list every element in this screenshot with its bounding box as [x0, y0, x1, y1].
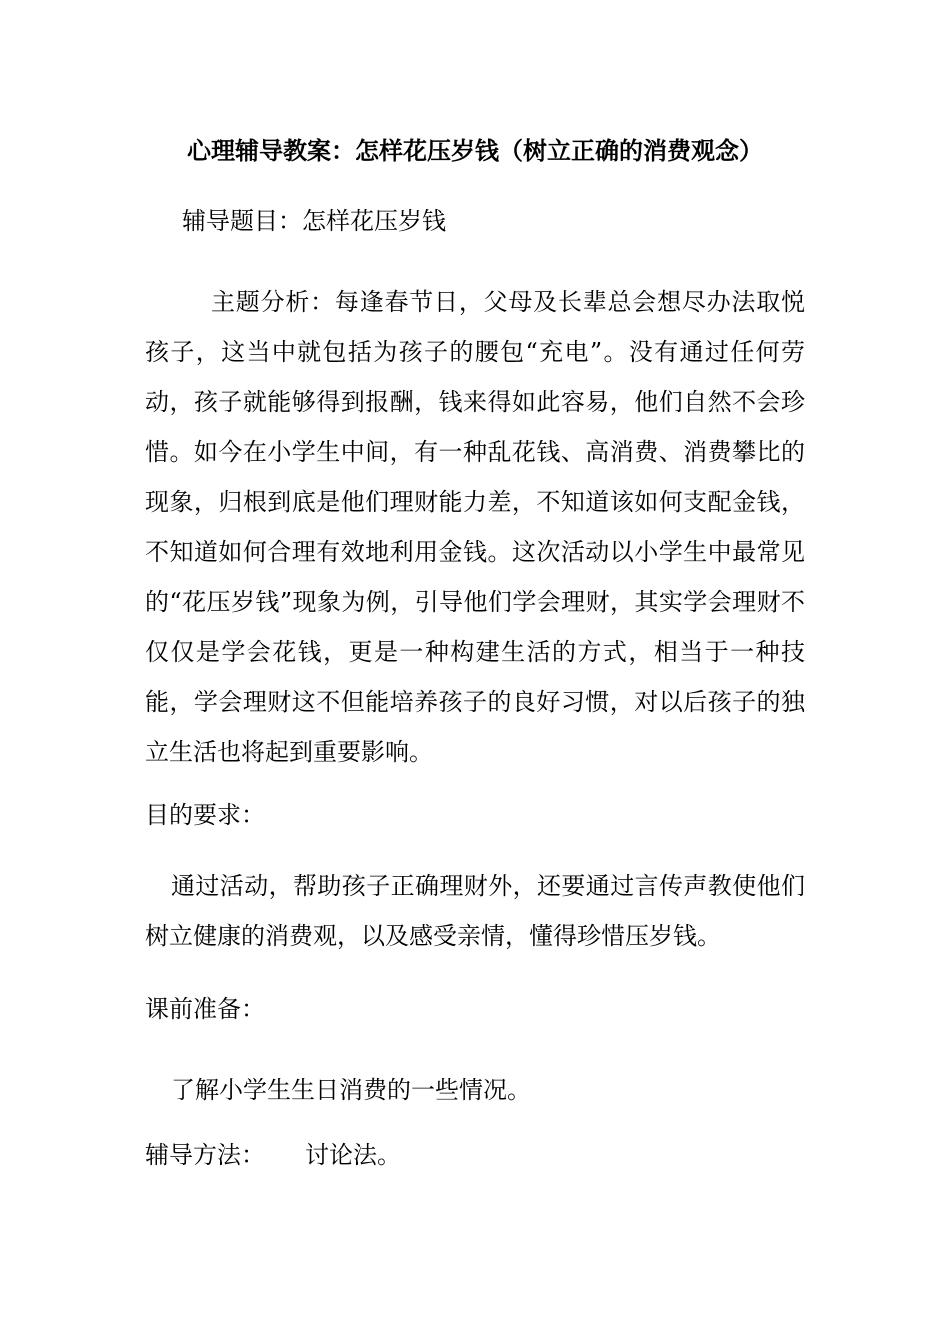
analysis-paragraph: 主题分析：每逢春节日，父母及长辈总会想尽办法取悦孩子，这当中就包括为孩子的腰包“充电”。没有通过任何劳动，孩子就能够得到报酬，钱来得如此容易，他们自然不会珍惜。如今在小学生中间，有一种乱花钱、高消费、消费攀比的现象，归根到底是他们理财能力差，不知道该如何支配金钱，不知道如何合理有效地利用金钱。这次活动以小学生中最常见的“花压岁钱”现象为例，引导他们学会理财，其实学会理财不仅仅是学会花钱，更是一种构建生活的方式，相当于一种技能，学会理财这不但能培养孩子的良好习惯，对以后孩子的独立生活也将起到重要影响。	[145, 288, 805, 766]
purpose-paragraph: 通过活动，帮助孩子正确理财外，还要通过言传声教使他们树立健康的消费观，以及感受亲情，懂得珍惜压岁钱。	[145, 872, 805, 950]
method-label: 辅导方法：	[145, 1141, 265, 1169]
method-value: 讨论法。	[305, 1141, 401, 1169]
prep-heading: 课前准备：	[145, 995, 265, 1023]
prep-paragraph: 了解小学生生日消费的一些情况。	[171, 1076, 531, 1104]
subject-line: 辅导题目：怎样花压岁钱	[182, 207, 446, 235]
document-title: 心理辅导教案：怎样花压岁钱（树立正确的消费观念）	[187, 136, 763, 165]
purpose-heading: 目的要求：	[145, 801, 265, 829]
method-line	[145, 1137, 401, 1173]
